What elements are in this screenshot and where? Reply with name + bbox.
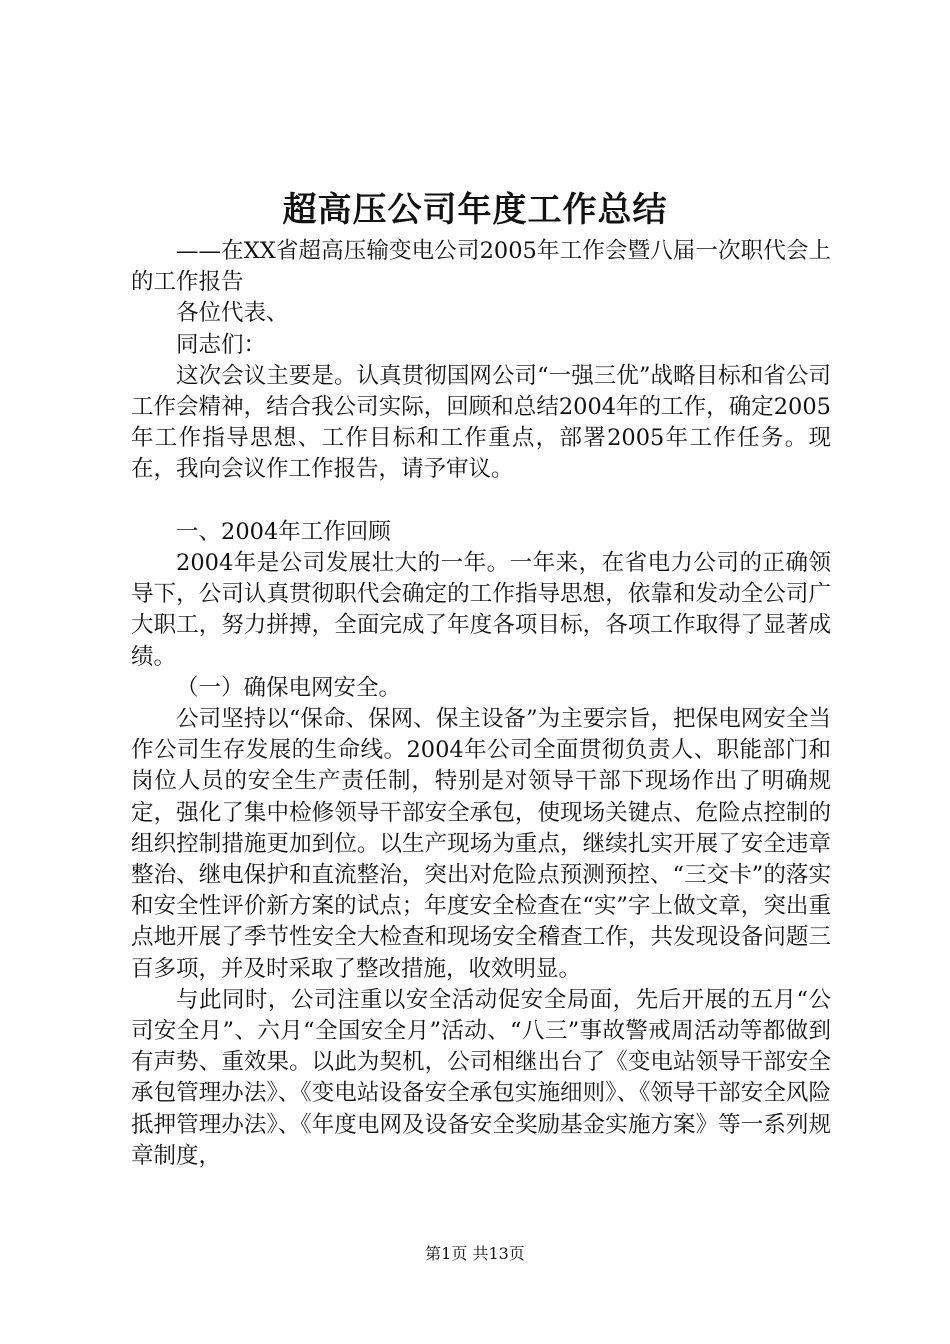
body-paragraph: 公司坚持以“保命、保网、保主设备”为主要宗旨，把保电网安全当作公司生存发展的生命线。2004年公司全面贯彻负责人、职能部门和岗位人员的安全生产责任制，特别是对领导干部下现场作出了明确规定，强化了集中检修领导干部安全承包，使现场关键点、危险点控制的组织控制措施更加到位。以生产现场为重点，继续扎实开展了安全违章整治、继电保护和直流整治，突出对危险点预测预控、“三交卡”的落实和安全性评价新方案的试点；年度安全检查在“实”字上做文章，突出重点地开展了季节性安全大检查和现场安全稽查工作，共发现设备问题三百多项，并及时采取了整改措施，收效明显。 — [131, 706, 831, 982]
subtitle-paragraph: ——在XX省超高压输变电公司2005年工作会暨八届一次职代会上的工作报告 — [131, 238, 831, 296]
body-paragraph: 2004年是公司发展壮大的一年。一年来，在省电力公司的正确领导下，公司认真贯彻职代会确定的工作指导思想，依靠和发动全公司广大职工，努力拼搏，全面完成了年度各项目标，各项工作取得了显著成绩。 — [131, 550, 831, 670]
document-body — [131, 236, 831, 1172]
blank-line — [131, 486, 831, 517]
salutation-line: 同志们： — [176, 331, 267, 358]
salutation-line: 各位代表、 — [176, 300, 289, 327]
subsection-heading: （一）确保电网安全。 — [176, 674, 402, 701]
page-number-footer: 第1页 共13页 — [425, 1244, 525, 1263]
intro-paragraph: 这次会议主要是。认真贯彻国网公司“一强三优”战略目标和省公司工作会精神，结合我公司实际，回顾和总结2004年的工作，确定2005年工作指导思想、工作目标和工作重点，部署2005年工作任务。现在，我向会议作工作报告，请予审议。 — [131, 362, 831, 483]
section-heading: 一、2004年工作回顾 — [176, 518, 391, 545]
body-paragraph: 与此同时，公司注重以安全活动促安全局面，先后开展的五月“公司安全月”、六月“全国安全月”活动、“八三”事故警戒周活动等都做到有声势、重效果。以此为契机，公司相继出台了《变电站领导干部安全承包管理办法》、《变电站设备安全承包实施细则》、《领导干部安全风险抵押管理办法》、《年度电网及设备安全奖励基金实施方案》等一系列规章制度， — [131, 986, 831, 1169]
document-title: 超高压公司年度工作总结 — [282, 190, 668, 230]
